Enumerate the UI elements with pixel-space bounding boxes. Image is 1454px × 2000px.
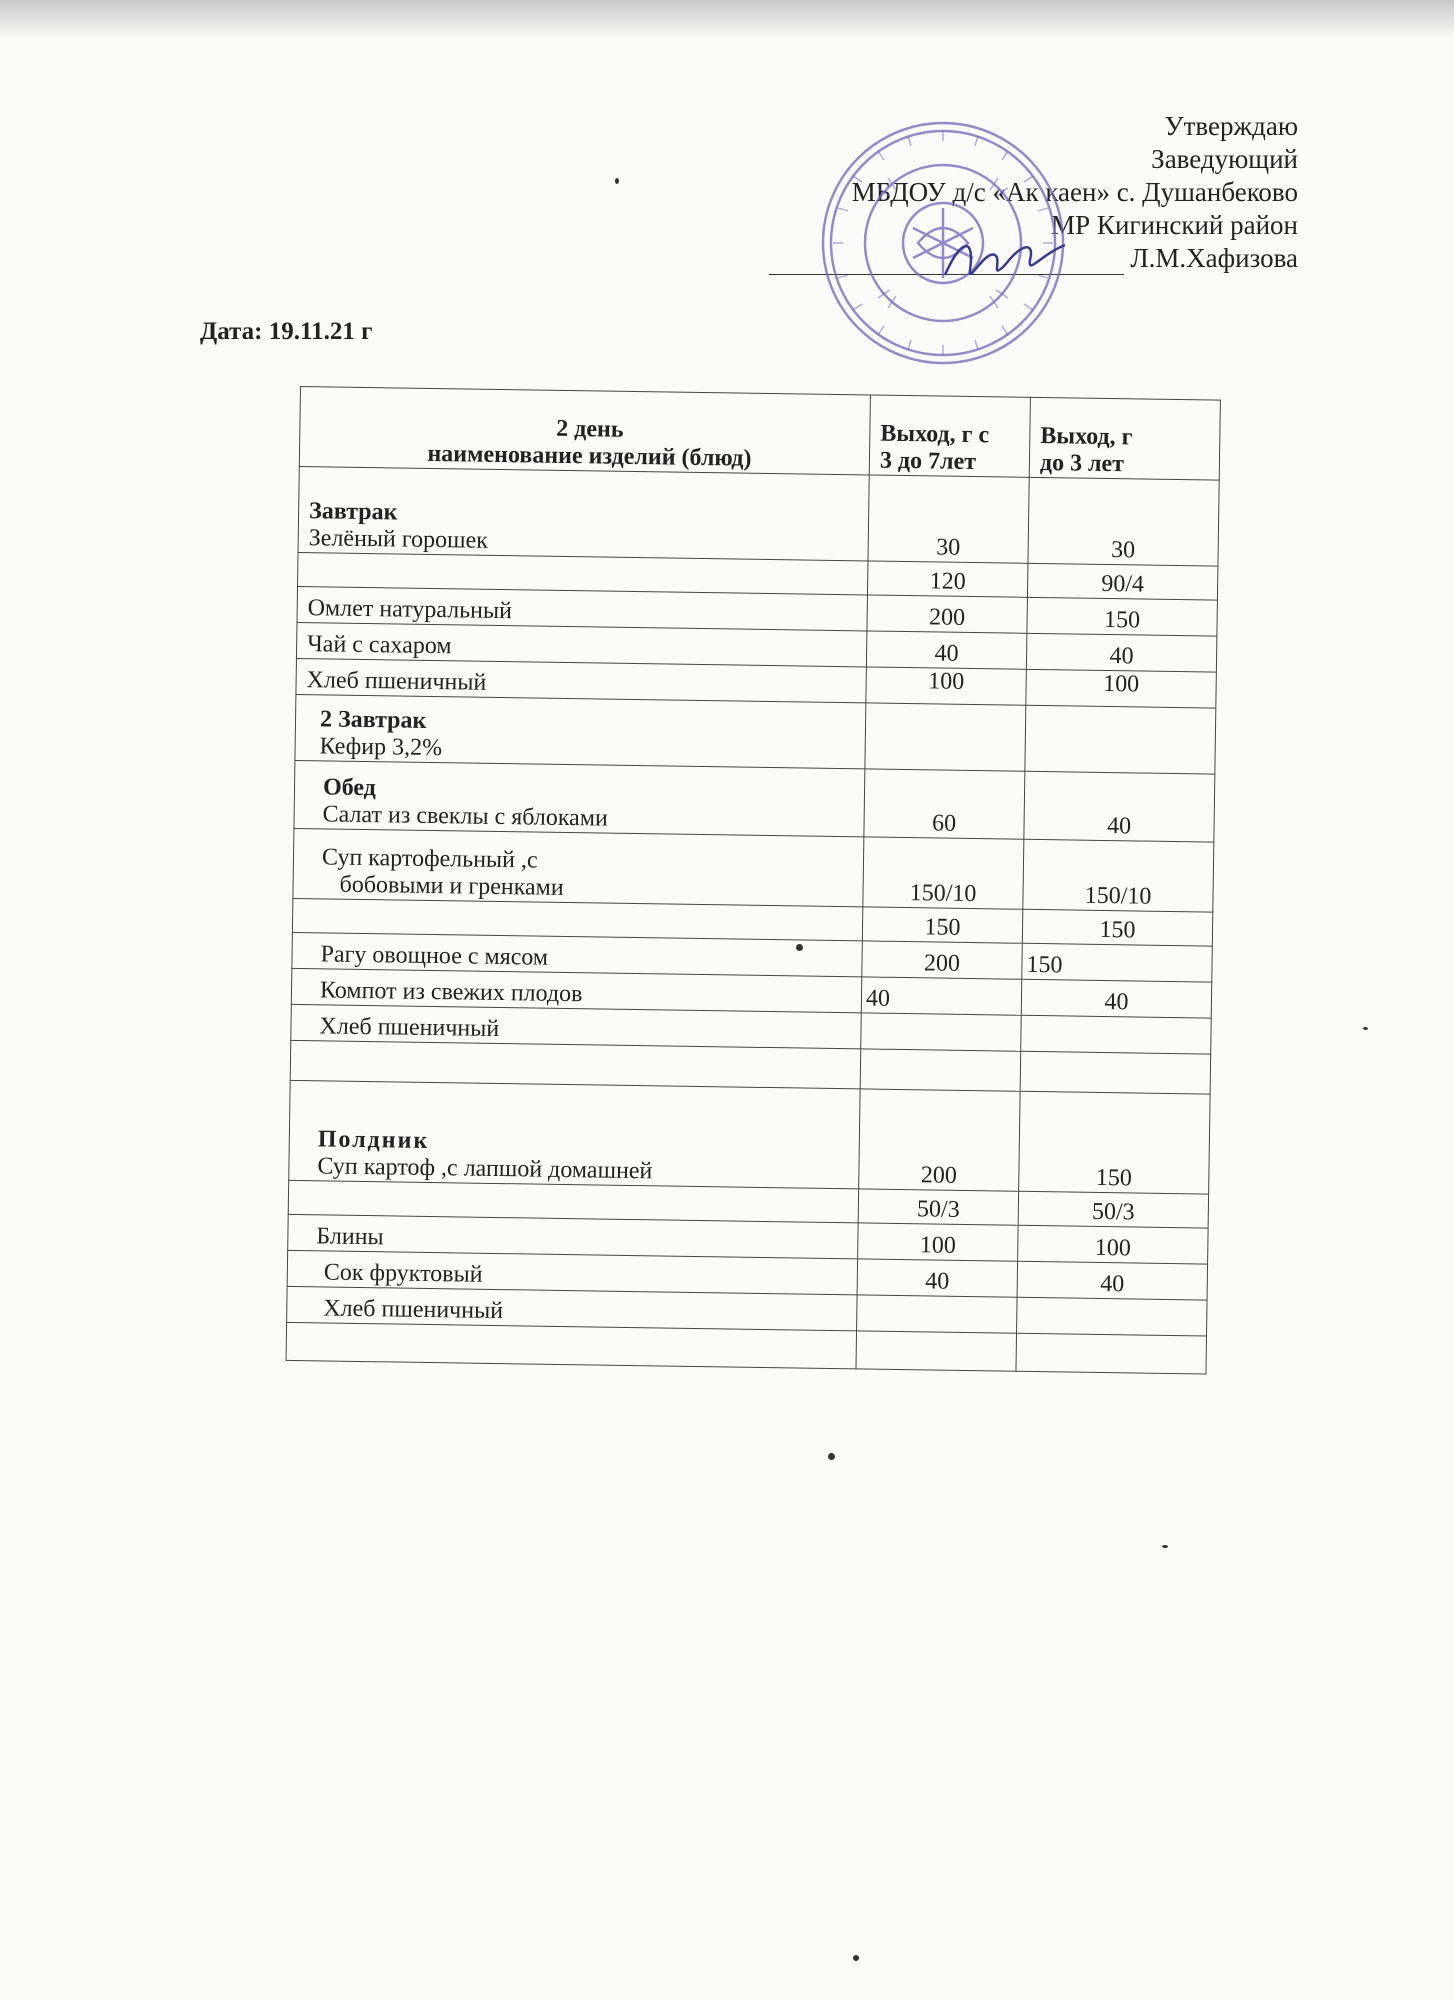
dish-cell (295, 694, 866, 768)
yield-3-7: 120 (867, 561, 1027, 597)
dish-name: Блины (288, 1214, 858, 1258)
yield-under-3: 100 (1018, 1225, 1209, 1264)
dish-name-continued: бобовыми и гренками (339, 871, 564, 901)
dish-name: Хлеб пшеничный (291, 1004, 861, 1048)
section-title: Завтрак (308, 498, 398, 526)
scan-speck (796, 944, 803, 951)
scan-speck (615, 178, 619, 184)
yield-under-3: 40 (1021, 979, 1212, 1018)
section-title: 2 Завтрак (319, 706, 427, 734)
yield-under-3: 150 (1022, 909, 1212, 946)
dish-name: Суп картофельный ,с (321, 844, 538, 874)
section-title: Полдник (317, 1126, 430, 1154)
approval-signatory: Л.М.Хафизова (1130, 243, 1298, 273)
yield-3-7: 50/3 (858, 1189, 1018, 1225)
header-day: 2 день (556, 415, 624, 443)
section-title: Обед (322, 774, 377, 802)
dish-cell (293, 828, 864, 906)
table-header-row (299, 387, 1220, 481)
dish-name: Хлеб пшеничный (296, 658, 866, 702)
yield-under-3 (1020, 1051, 1211, 1094)
yield-under-3: 150/10 (1023, 839, 1214, 912)
scan-speck (1162, 1545, 1168, 1548)
yield-under-3: 150 (1022, 943, 1213, 982)
yield-3-7: 60 (864, 769, 1025, 839)
header-yield-3-7-line2: 3 до 7лет (879, 447, 977, 476)
signature-icon (940, 230, 1070, 290)
menu-date: Дата: 19.11.21 г (200, 318, 373, 345)
yield-under-3: 50/3 (1018, 1191, 1208, 1228)
yield-3-7: 100 (866, 667, 1027, 705)
scan-speck (853, 1955, 859, 1961)
dish-name: Кефир 3,2% (319, 733, 443, 762)
header-yield-under-3-line1: Выход, г (1040, 422, 1133, 451)
dish-name: Чай с сахаром (296, 622, 866, 666)
dish-name: Салат из свеклы с яблоками (322, 801, 609, 832)
header-yield-3-7 (869, 395, 1030, 477)
approval-position: Заведующий (1151, 144, 1298, 174)
dish-cell (289, 1080, 860, 1188)
yield-under-3: 150 (1019, 1091, 1210, 1194)
dish-name: Рагу овощное с мясом (292, 932, 862, 976)
header-yield-under-3 (1029, 397, 1220, 480)
yield-3-7: 200 (859, 1089, 1020, 1191)
scan-shadow (0, 0, 1454, 40)
header-dish-name (299, 387, 870, 475)
header-yield-under-3-line2: до 3 лет (1039, 449, 1125, 478)
dish-cell (298, 466, 869, 560)
dish-cell (294, 760, 865, 836)
dish-name: Омлет натуральный (297, 586, 867, 630)
yield-under-3: 90/4 (1027, 563, 1217, 600)
header-name: наименование изделий (блюд) (427, 440, 752, 472)
dish-name: Зелёный горошек (308, 525, 489, 554)
approval-district: МР Кигинский район (1051, 210, 1298, 240)
approval-organization: МБДОУ д/с «Ак каен» с. Душанбеково (851, 177, 1298, 207)
yield-under-3 (1016, 1333, 1207, 1374)
yield-under-3 (1025, 705, 1216, 774)
yield-3-7 (860, 1049, 1021, 1091)
table-row (294, 760, 1215, 842)
yield-under-3: 100 (1026, 669, 1217, 708)
table-row (289, 1080, 1210, 1194)
yield-under-3: 40 (1024, 771, 1215, 842)
scan-speck (828, 1453, 835, 1460)
header-yield-3-7-line1: Выход, г с (880, 420, 990, 449)
yield-under-3: 40 (1017, 1261, 1208, 1300)
yield-under-3: 150 (1027, 597, 1218, 636)
yield-3-7: 200 (862, 941, 1023, 979)
yield-3-7: 100 (858, 1223, 1019, 1261)
yield-under-3 (1017, 1297, 1208, 1336)
dish-name: Хлеб пшеничный (287, 1286, 857, 1330)
dish-name: Суп картоф ,с лапшой домашней (317, 1153, 653, 1185)
table-row (298, 466, 1219, 566)
table-row (293, 828, 1214, 912)
scan-speck (1363, 1027, 1368, 1030)
yield-3-7 (865, 703, 1026, 771)
dish-name (286, 1322, 857, 1368)
yield-3-7 (861, 1013, 1022, 1051)
dish-name: Компот из свежих плодов (291, 968, 861, 1012)
yield-3-7 (856, 1331, 1017, 1371)
yield-under-3: 40 (1026, 633, 1217, 672)
approval-title: Утверждаю (1164, 111, 1298, 141)
dish-name: Сок фруктовый (287, 1250, 857, 1294)
menu-table (286, 386, 1221, 1375)
yield-3-7: 40 (861, 977, 1022, 1015)
yield-under-3 (1021, 1015, 1212, 1054)
yield-3-7 (857, 1295, 1018, 1333)
yield-3-7: 200 (867, 595, 1028, 633)
yield-3-7: 150/10 (863, 837, 1024, 909)
yield-3-7: 30 (868, 475, 1029, 563)
yield-3-7: 150 (862, 907, 1022, 943)
yield-3-7: 40 (866, 631, 1027, 669)
yield-under-3: 30 (1028, 477, 1219, 566)
yield-3-7: 40 (857, 1259, 1018, 1297)
